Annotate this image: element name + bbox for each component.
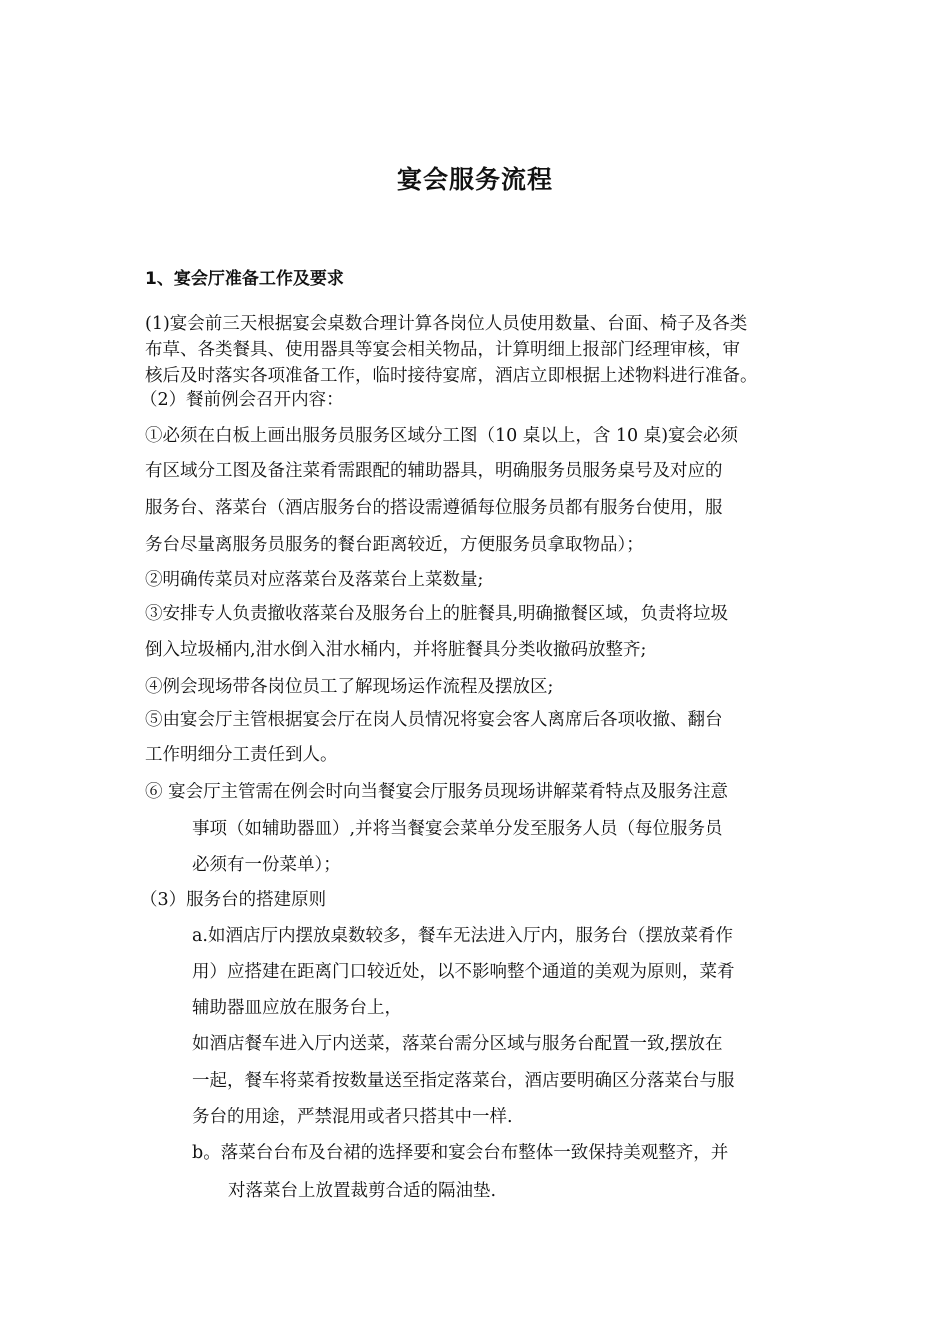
paragraph-line: ②明确传菜员对应落菜台及落菜台上菜数量;: [145, 570, 484, 590]
document-title: 宴会服务流程: [396, 165, 553, 194]
paragraph-line: （2）餐前例会召开内容：: [140, 390, 344, 410]
section-heading: 1、宴会厅准备工作及要求: [145, 269, 344, 289]
paragraph-line: 有区域分工图及备注菜肴需跟配的辅助器具，明确服务员服务桌号及对应的: [145, 461, 723, 481]
paragraph-line: b。落菜台台布及台裙的选择要和宴会台布整体一致保持美观整齐，并: [192, 1143, 729, 1163]
paragraph-line: 辅助器皿应放在服务台上，: [192, 998, 402, 1018]
paragraph-line: 布草、各类餐具、使用器具等宴会相关物品，计算明细上报部门经理审核，审: [145, 340, 740, 360]
paragraph-line: ⑤由宴会厅主管根据宴会厅在岗人员情况将宴会客人离席后各项收撤、翻台: [145, 710, 723, 730]
paragraph-line: ④例会现场带各岗位员工了解现场运作流程及摆放区;: [145, 677, 554, 697]
paragraph-line: 一起，餐车将菜肴按数量送至指定落菜台，酒店要明确区分落菜台与服: [192, 1071, 735, 1091]
paragraph-line: 工作明细分工责任到人。: [145, 745, 338, 765]
paragraph-line: 对落菜台上放置裁剪合适的隔油垫.: [228, 1181, 497, 1201]
paragraph-line: 如酒店餐车进入厅内送菜，落菜台需分区域与服务台配置一致,摆放在: [192, 1034, 723, 1054]
paragraph-line: a.如酒店厅内摆放桌数较多，餐车无法进入厅内，服务台（摆放菜肴作: [192, 926, 733, 946]
paragraph-line: 倒入垃圾桶内,泔水倒入泔水桶内，并将脏餐具分类收撤码放整齐;: [145, 640, 647, 660]
paragraph-line: 必须有一份菜单）；: [192, 855, 341, 875]
paragraph-line: ⑥ 宴会厅主管需在例会时向当餐宴会厅服务员现场讲解菜肴特点及服务注意: [145, 782, 729, 802]
paragraph-line: 事项（如辅助器皿）,并将当餐宴会菜单分发至服务人员（每位服务员: [192, 819, 723, 839]
paragraph-line: 核后及时落实各项准备工作，临时接待宴席，酒店立即根据上述物料进行准备。: [145, 366, 758, 386]
paragraph-line: ①必须在白板上画出服务员服务区域分工图（10 桌以上，含 10 桌)宴会必须: [145, 426, 739, 446]
paragraph-line: 务台的用途，严禁混用或者只搭其中一样.: [192, 1107, 513, 1127]
paragraph-line: 务台尽量离服务员服务的餐台距离较近，方便服务员拿取物品）；: [145, 535, 644, 555]
paragraph-line: 用）应搭建在距离门口较近处，以不影响整个通道的美观为原则，菜肴: [192, 962, 735, 982]
paragraph-line: (1)宴会前三天根据宴会桌数合理计算各岗位人员使用数量、台面、椅子及各类: [145, 314, 748, 334]
paragraph-line: （3）服务台的搭建原则: [140, 890, 327, 910]
paragraph-line: ③安排专人负责撤收落菜台及服务台上的脏餐具,明确撤餐区域，负责将垃圾: [145, 604, 729, 624]
paragraph-line: 服务台、落菜台（酒店服务台的搭设需遵循每位服务员都有服务台使用，服: [145, 498, 723, 518]
